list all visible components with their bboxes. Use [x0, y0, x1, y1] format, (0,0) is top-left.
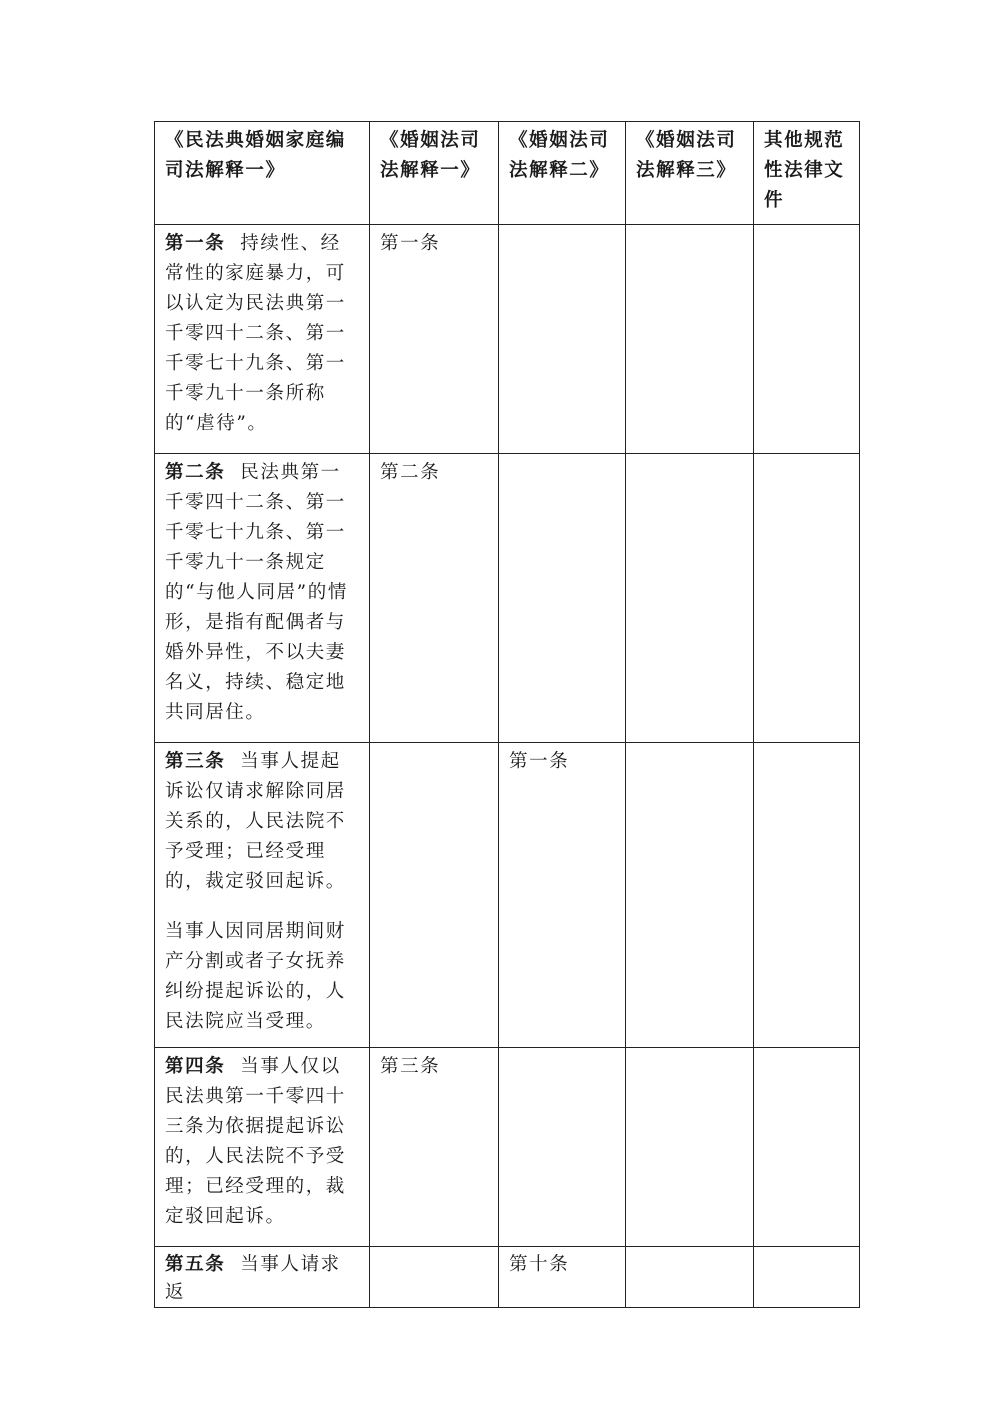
article-text: 民法典第一千零四十二条、第一千零七十九条、第一千零九十一条规定的“与他人同居”的情形，是指有配偶者与婚外异性，不以夫妻名义，持续、稳定地共同居住。	[165, 462, 348, 723]
article-second-paragraph: 当事人因同居期间财产分割或者子女抚养纠纷提起诉讼的，人民法院应当受理。	[165, 921, 346, 1032]
other-docs-cell	[754, 454, 860, 743]
table-header-row	[155, 122, 860, 225]
other-docs-cell	[754, 1247, 860, 1308]
interp3-cell	[626, 743, 754, 1048]
article-number: 第一条	[165, 233, 226, 254]
article-cell	[155, 1247, 370, 1308]
comparison-table	[154, 121, 860, 1308]
table-row	[155, 1048, 860, 1247]
article-cell	[155, 454, 370, 743]
article-cell	[155, 1048, 370, 1247]
article-cell	[155, 225, 370, 454]
header-civil-code-interpretation-1: 《民法典婚姻家庭编司法解释一》	[155, 122, 370, 225]
interp3-cell	[626, 1247, 754, 1308]
header-marriage-law-interpretation-1: 《婚姻法司法解释一》	[370, 122, 499, 225]
article-text: 当事人提起诉讼仅请求解除同居关系的，人民法院不予受理；已经受理的，裁定驳回起诉。	[165, 751, 346, 892]
article-paragraph	[165, 1251, 359, 1307]
interp3-cell	[626, 1048, 754, 1247]
article-text: 当事人请求返	[165, 1254, 341, 1303]
article-paragraph	[165, 229, 359, 439]
interp3-cell	[626, 225, 754, 454]
interp1-cell: 第一条	[370, 225, 499, 454]
interp1-cell	[370, 743, 499, 1048]
interp1-cell	[370, 1247, 499, 1308]
other-docs-cell	[754, 1048, 860, 1247]
interp1-cell: 第二条	[370, 454, 499, 743]
header-marriage-law-interpretation-2: 《婚姻法司法解释二》	[499, 122, 626, 225]
article-paragraph	[165, 747, 359, 897]
other-docs-cell	[754, 225, 860, 454]
article-text: 当事人仅以民法典第一千零四十三条为依据提起诉讼的，人民法院不予受理；已经受理的，裁定驳回起诉。	[165, 1056, 346, 1227]
article-paragraph	[165, 1052, 359, 1232]
article-number: 第二条	[165, 462, 226, 483]
other-docs-cell	[754, 743, 860, 1048]
article-number: 第三条	[165, 751, 226, 772]
interp1-cell: 第三条	[370, 1048, 499, 1247]
header-other-normative-documents: 其他规范性法律文件	[754, 122, 860, 225]
article-text: 持续性、经常性的家庭暴力，可以认定为民法典第一千零四十二条、第一千零七十九条、第一千零九十一条所称的“虐待”。	[165, 233, 346, 434]
interp2-cell: 第十条	[499, 1247, 626, 1308]
article-cell	[155, 743, 370, 1048]
header-marriage-law-interpretation-3: 《婚姻法司法解释三》	[626, 122, 754, 225]
table-row	[155, 743, 860, 1048]
table-row	[155, 1247, 860, 1308]
article-number: 第五条	[165, 1254, 226, 1275]
table-row	[155, 454, 860, 743]
interp3-cell	[626, 454, 754, 743]
interp2-cell	[499, 454, 626, 743]
table-row	[155, 225, 860, 454]
article-number: 第四条	[165, 1056, 226, 1077]
interp2-cell	[499, 1048, 626, 1247]
article-paragraph	[165, 458, 359, 728]
interp2-cell	[499, 225, 626, 454]
interp2-cell: 第一条	[499, 743, 626, 1048]
